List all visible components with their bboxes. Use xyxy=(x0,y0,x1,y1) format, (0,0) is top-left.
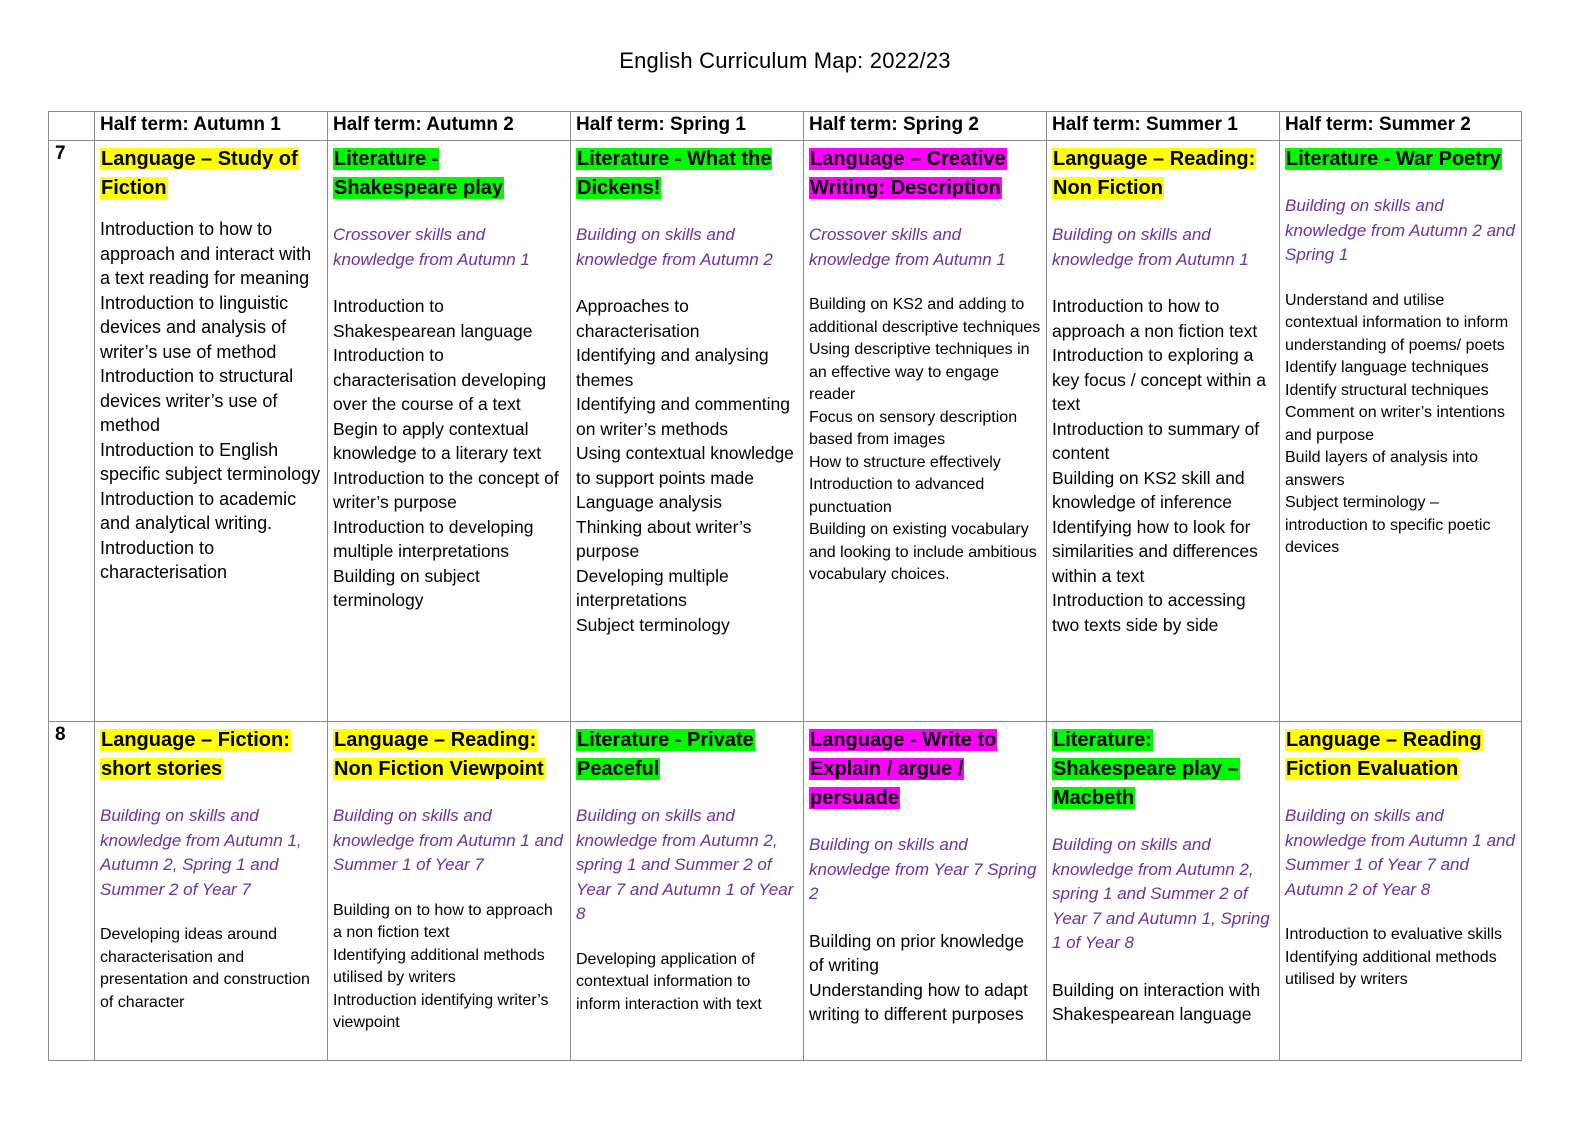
learning-point: Identifying and commenting on writer’s methods xyxy=(576,394,791,439)
unit-topic-text: Literature - Private Peaceful xyxy=(577,729,754,780)
learning-point: Thinking about writer’s purpose xyxy=(576,516,752,561)
header-spring-2: Half term: Spring 2 xyxy=(804,112,1047,141)
learning-point: Developing multiple interpretations xyxy=(576,565,729,610)
crossover-note: Building on skills and knowledge from Autumn 2 xyxy=(576,225,773,269)
learning-point: Introduction to academic and analytical writing. xyxy=(100,488,297,533)
learning-point: Introduction to the concept of writer’s purpose xyxy=(333,467,559,512)
header-autumn-2: Half term: Autumn 2 xyxy=(328,112,571,141)
learning-point: Introduction to evaluative skills xyxy=(1285,926,1502,943)
learning-point: Introduction identifying writer’s viewpoint xyxy=(333,991,549,1031)
learning-point: Introduction to how to approach and interact with a text reading for meaning xyxy=(100,219,312,288)
unit-cell xyxy=(328,722,571,1061)
curriculum-table xyxy=(48,111,1522,1061)
unit-cell xyxy=(804,722,1047,1061)
unit-cell xyxy=(1047,722,1280,1061)
learning-point: Introduction to how to approach a non fiction text xyxy=(1052,296,1258,341)
learning-point: Developing application of contextual information to inform interaction with text xyxy=(576,950,762,1013)
learning-point: Introduction to Shakespearean language xyxy=(333,296,533,341)
unit-topic-text: Language – Creative Writing: Description xyxy=(810,148,1006,199)
unit-topic-text: Literature - War Poetry xyxy=(1286,148,1501,170)
learning-point: Identifying how to look for similarities and differences within a text xyxy=(1052,516,1258,586)
unit-cell xyxy=(328,141,571,722)
learning-point: Introduction to characterisation xyxy=(100,537,228,582)
learning-point: Identifying additional methods utilised by writers xyxy=(333,946,545,986)
learning-point: Developing ideas around characterisation and presentation and construction of character xyxy=(100,926,310,1011)
crossover-note: Building on skills and knowledge from Autumn 2, spring 1 and Summer 2 of Year 7 and Autumn 1, Spring 1 of Year 8 xyxy=(1052,835,1270,952)
crossover-note: Building on skills and knowledge from Autumn 1 and Summer 1 of Year 7 and Autumn 2 of Year 8 xyxy=(1285,806,1515,899)
crossover-note: Building on skills and knowledge from Autumn 1 and Summer 1 of Year 7 xyxy=(333,806,563,874)
learning-point: Building on KS2 and adding to additional descriptive techniques xyxy=(809,296,1041,336)
learning-points xyxy=(576,294,799,637)
year-label: 8 xyxy=(49,722,95,1061)
header-autumn-1: Half term: Autumn 1 xyxy=(95,112,328,141)
crossover-note: Building on skills and knowledge from Year 7 Spring 2 xyxy=(809,835,1037,903)
learning-points xyxy=(1052,978,1275,1027)
learning-point: Introduction to English specific subject terminology xyxy=(100,439,321,484)
learning-point: Building on to how to approach a non fiction text xyxy=(333,901,553,941)
unit-cell xyxy=(1280,722,1522,1061)
unit-topic xyxy=(576,726,799,784)
year-row xyxy=(49,141,1522,722)
learning-point: Identify structural techniques xyxy=(1285,381,1489,399)
unit-cell xyxy=(95,722,328,1061)
unit-topic xyxy=(333,145,566,203)
unit-cell xyxy=(1047,141,1280,722)
learning-point: Begin to apply contextual knowledge to a literary text xyxy=(333,418,542,463)
learning-point: Building on existing vocabulary and looking to include ambitious vocabulary choices. xyxy=(809,521,1037,583)
learning-point: Approaches to characterisation xyxy=(576,296,700,341)
header-summer-2: Half term: Summer 2 xyxy=(1280,112,1522,141)
header-row xyxy=(49,112,1522,141)
learning-point: Understanding how to adapt writing to different purposes xyxy=(809,979,1028,1024)
learning-point: Using contextual knowledge to support points made xyxy=(576,443,794,488)
unit-cell xyxy=(571,141,804,722)
page-title: English Curriculum Map: 2022/23 xyxy=(619,48,951,73)
crossover-note: Crossover skills and knowledge from Autumn 1 xyxy=(333,225,530,269)
header-spring-1: Half term: Spring 1 xyxy=(571,112,804,141)
learning-point: Identifying additional methods utilised by writers xyxy=(1285,948,1497,988)
year-label: 7 xyxy=(49,141,95,722)
crossover-note: Building on skills and knowledge from Autumn 2 and Spring 1 xyxy=(1285,196,1515,264)
unit-cell xyxy=(1280,141,1522,722)
learning-point: Language analysis xyxy=(576,492,722,512)
learning-point: Focus on sensory description based from images xyxy=(809,408,1018,448)
unit-cell xyxy=(571,722,804,1061)
unit-topic-text: Language – Study of Fiction xyxy=(101,148,298,199)
learning-points xyxy=(809,929,1042,1027)
learning-point: Introduction to structural devices writer’s use of method xyxy=(100,366,294,435)
learning-point: Building on interaction with Shakespearean language xyxy=(1052,979,1261,1024)
learning-points xyxy=(1285,290,1517,560)
learning-points xyxy=(1052,294,1275,637)
crossover-note: Building on skills and knowledge from Autumn 1, Autumn 2, Spring 1 and Summer 2 of Year 7 xyxy=(100,806,302,899)
crossover-note: Crossover skills and knowledge from Autumn 1 xyxy=(809,225,1006,269)
learning-point: Introduction to developing multiple interpretations xyxy=(333,516,534,561)
learning-point: How to structure effectively xyxy=(809,453,1001,471)
learning-point: Building on subject terminology xyxy=(333,565,480,610)
learning-point: Understand and utilise contextual information to inform understanding of poems/ poets xyxy=(1285,291,1509,354)
learning-point: Introduction to characterisation developing over the course of a text xyxy=(333,345,547,414)
unit-topic xyxy=(1285,726,1517,784)
learning-point: Identify language techniques xyxy=(1285,359,1489,376)
crossover-note: Building on skills and knowledge from Autumn 1 xyxy=(1052,225,1249,269)
unit-topic xyxy=(100,726,323,784)
learning-points xyxy=(1285,924,1517,992)
learning-point: Introduction to exploring a key focus / concept within a text xyxy=(1052,345,1266,414)
learning-points xyxy=(100,217,323,585)
learning-point: Subject terminology – introduction to specific poetic devices xyxy=(1285,494,1491,556)
unit-topic-text: Literature - Shakespeare play xyxy=(334,148,503,199)
learning-points xyxy=(333,294,566,613)
learning-point: Comment on writer’s intentions and purpose xyxy=(1285,404,1505,444)
unit-topic-text: Language - Write to Explain / argue / persuade xyxy=(810,729,997,809)
unit-topic xyxy=(809,726,1042,813)
unit-topic xyxy=(1052,145,1275,203)
unit-topic-text: Language – Reading Fiction Evaluation xyxy=(1286,729,1482,780)
learning-points xyxy=(100,924,323,1014)
unit-topic xyxy=(333,726,566,784)
unit-cell xyxy=(95,141,328,722)
unit-topic-text: Language – Reading: Non Fiction Viewpoint xyxy=(334,729,544,780)
learning-point: Introduction to linguistic devices and analysis of writer’s use of method xyxy=(100,292,289,362)
learning-points xyxy=(576,949,799,1017)
unit-topic-text: Literature - What the Dickens! xyxy=(577,148,772,199)
learning-point: Introduction to accessing two texts side by side xyxy=(1052,590,1246,635)
header-summer-1: Half term: Summer 1 xyxy=(1047,112,1280,141)
learning-point: Subject terminology xyxy=(576,614,730,635)
unit-topic xyxy=(809,145,1042,203)
year-row xyxy=(49,722,1522,1061)
unit-topic xyxy=(576,145,799,203)
learning-point: Introduction to advanced punctuation xyxy=(809,476,985,516)
learning-points xyxy=(809,294,1042,587)
learning-point: Introduction to summary of content xyxy=(1052,418,1260,463)
learning-points xyxy=(333,900,566,1035)
unit-topic-text: Language – Fiction: short stories xyxy=(101,729,290,780)
learning-point: Using descriptive techniques in an effective way to engage reader xyxy=(809,341,1030,403)
header-corner xyxy=(49,112,95,141)
unit-cell xyxy=(804,141,1047,722)
learning-point: Identifying and analysing themes xyxy=(576,345,769,390)
unit-topic-text: Literature: Shakespeare play – Macbeth xyxy=(1053,729,1239,809)
unit-topic xyxy=(100,145,323,203)
learning-point: Build layers of analysis into answers xyxy=(1285,449,1478,489)
learning-point: Building on KS2 skill and knowledge of inference xyxy=(1052,467,1245,512)
unit-topic xyxy=(1052,726,1275,813)
learning-point: Building on prior knowledge of writing xyxy=(809,930,1024,975)
crossover-note: Building on skills and knowledge from Autumn 2, spring 1 and Summer 2 of Year 7 and Autumn 1 of Year 8 xyxy=(576,806,794,923)
unit-topic xyxy=(1285,145,1517,174)
unit-topic-text: Language – Reading: Non Fiction xyxy=(1053,148,1256,199)
